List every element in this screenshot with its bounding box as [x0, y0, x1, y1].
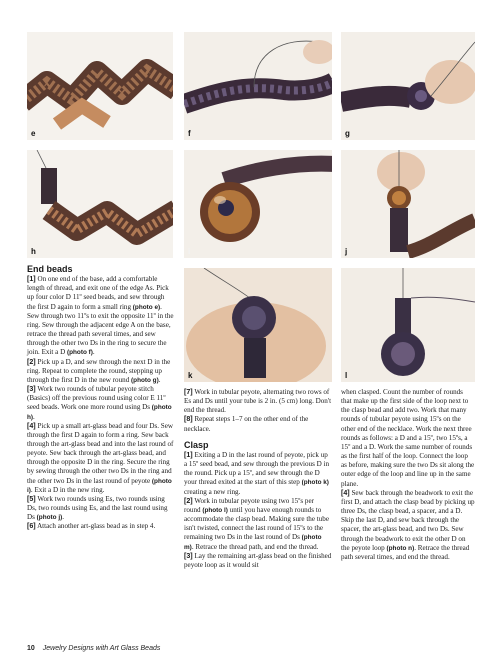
page-footer [27, 645, 160, 652]
book-title: Jewelry Designs with Art Glass Beads [42, 645, 161, 652]
art-glass-bead-image [184, 150, 332, 258]
section-heading-clasp: Clasp [184, 439, 209, 450]
clasp-step-3: [3] Lay the remaining art-glass bead on the finished peyote loop as it would sit [184, 551, 332, 569]
photo-label: h [31, 247, 36, 256]
photo-label: e [31, 129, 36, 138]
clasp-step-4: [4] Sew back through the beadwork to exit the first D, and attach the clasp bead by picking up three Ds, the clasp bead, a spacer, and a D. Skip the last D, and sew back through the spacer, the art-glass bead, and two Ds. Sew through the beadwork to exit the other D on the peyote loop (photo n). Retrace the thread path several times, and end the thread. [341, 488, 475, 561]
photo-label: g [345, 129, 350, 138]
column-1 [27, 265, 174, 532]
step-4: [4] Pick up a small art-glass bead and four Ds. Sew through the first D again to form a ring. Sew back through the art-glass bead and into the last round of peyote. Sew back through the art-glass bead, and through the opposite D in the ring. Secure the ring by sewing through the other two Ds in the ring and the other two Ds in the last round of peyote (photo i). Exit a D in the new ring. [27, 421, 174, 494]
photo-i [184, 150, 332, 258]
peyote-tube-image [27, 150, 173, 258]
step-2: [2] Pick up a D, and sew through the next D in the ring. Repeat to complete the round, stepping up through the first D in the new round (photo g). [27, 357, 171, 384]
column-3 [341, 388, 475, 562]
peyote-base-image [27, 32, 173, 140]
photo-j [341, 150, 475, 258]
clasp-ring-image [184, 268, 332, 382]
clasp-step-3-continued: when clasped. Count the number of rounds that make up the first side of the loop next to the clasp bead and add two. Work that many rounds of tubular peyote using 15ºs on the other end of the necklace. Work the next three rounds as follows: a D and a 15º, two 15ºs, a 15º and a D. Work the same number of rounds as the first half of the loop. Connect the loop as before, making sure the two Ds sit along the outer edge of the loop and line up in the same plane. [341, 388, 475, 488]
photo-k [184, 268, 332, 382]
photo-label: i [188, 247, 191, 256]
photo-label: l [345, 371, 348, 380]
photo-h [27, 150, 173, 258]
peyote-rounds-image [341, 150, 475, 258]
step-8: [8] Repeat steps 1–7 on the other end of the necklace. [184, 415, 309, 433]
photo-g [341, 32, 475, 140]
photo-label: f [188, 129, 191, 138]
clasp-step-2: [2] Work in tubular peyote using two 15ºs per round (photo l) until you have enough rounds to accommodate the clasp bead. Making sure the tube isn't twisted, connect the last round of 15ºs to the remaining two Ds in the last round of Ds (photo m). Retrace the thread path, and end the thread. [184, 496, 329, 551]
peyote-loop-image [341, 268, 475, 382]
bead-ring-image [184, 32, 332, 140]
step-6: [6] Attach another art-glass bead as in step 4. [27, 522, 156, 531]
photo-f [184, 32, 332, 140]
photo-label: j [345, 247, 348, 256]
column-2 [184, 388, 332, 570]
section-heading-end-beads: End beads [27, 264, 73, 274]
photo-l [341, 268, 475, 382]
bead-round-image [341, 32, 475, 140]
photo-e [27, 32, 173, 140]
clasp-step-1: [1] Exiting a D in the last round of peyote, pick up a 15º seed bead, and sew through the previous D in the round. Pick up a 15º, and sew through the D your thread exited at the start of this step (photo k) creating a new ring. [184, 450, 330, 496]
step-5: [5] Work two rounds using Es, two rounds using Ds, two rounds using Es, and the last round using Ds (photo j). [27, 494, 168, 522]
page-number: 10 [27, 645, 35, 652]
step-3: [3] Work two rounds of tubular peyote stitch (Basics) off the previous round using color E 11º seed beads. Work one more round using Ds (photo h). [27, 385, 172, 421]
step-7: [7] Work in tubular peyote, alternating two rows of Es and Ds until your tube is 2 in. (5 cm) long. Don't end the thread. [184, 388, 332, 415]
step-1: [1] On one end of the base, add a comfortable length of thread, and exit one of the edge As. Pick up four color D 11º seed beads, and sew through the first D again to form a small ring (photo e). Sew through two 11ºs to exit the opposite 11º in the ring. Sew through the adjacent edge A on the base, retrace the thread path several times, and sew through the other two Ds in the ring to secure the join. Exit a D (photo f). [27, 275, 174, 357]
photo-label: k [188, 371, 193, 380]
